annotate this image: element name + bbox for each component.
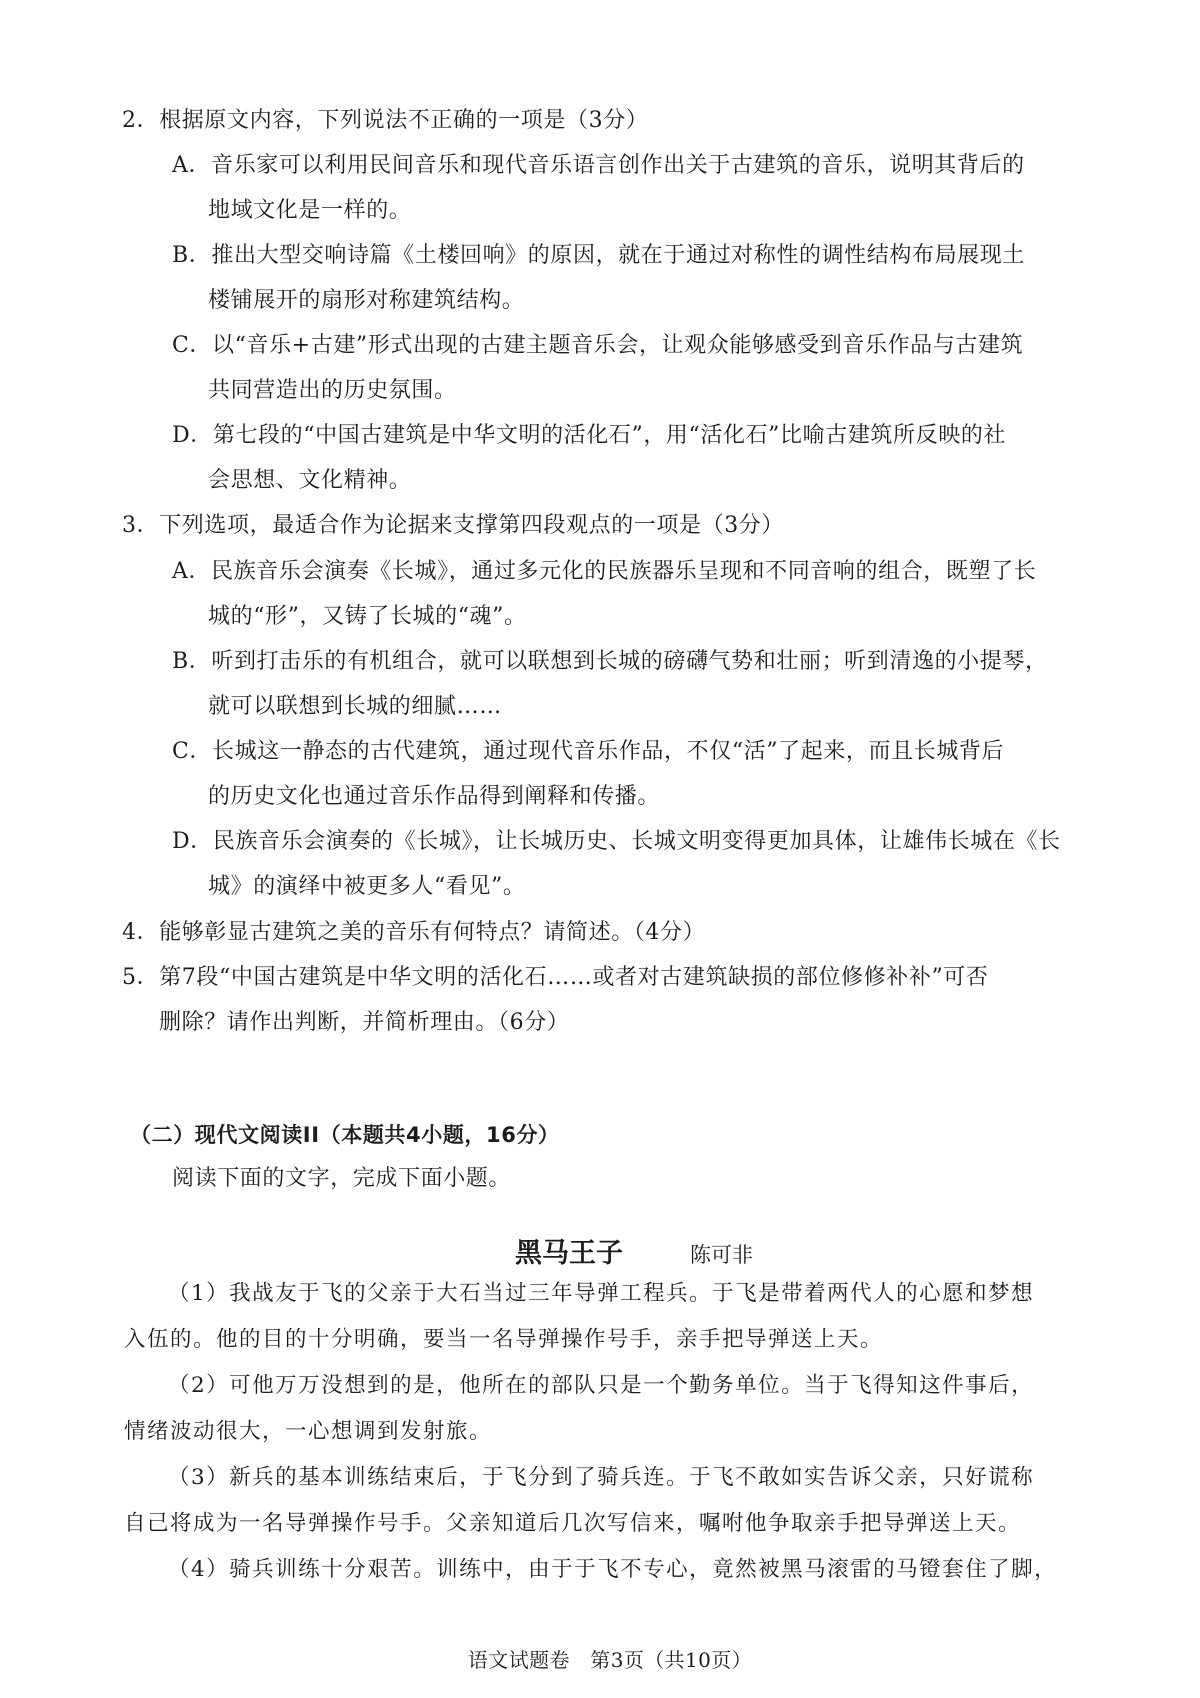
question-4-stem: 4．能够彰显古建筑之美的音乐有何特点？请简述。（4分） xyxy=(122,920,706,945)
question-3-stem: 3．下列选项，最适合作为论据来支撑第四段观点的一项是（3分） xyxy=(122,513,784,538)
question-3-option-b-cont: 就可以联想到长城的细腻…… xyxy=(208,694,502,719)
story-paragraph-1-cont: 入伍的。他的目的十分明确，要当一名导弹操作号手，亲手把导弹送上天。 xyxy=(124,1327,884,1352)
question-3-option-d-cont: 城》的演绎中被更多人“看见”。 xyxy=(208,874,526,899)
section-instruction: 阅读下面的文字，完成下面小题。 xyxy=(172,1166,512,1191)
story-paragraph-3-cont: 自己将成为一名导弹操作号手。父亲知道后几次写信来，嘱咐他争取亲手把导弹送上天。 xyxy=(124,1511,1022,1536)
question-3-option-a: A．民族音乐会演奏《长城》，通过多元化的民族器乐呈现和不同音响的组合，既塑了长 xyxy=(172,559,1037,584)
story-paragraph-1: （1）我战友于飞的父亲于大石当过三年导弹工程兵。于飞是带着两代人的心愿和梦想 xyxy=(168,1281,1035,1306)
question-2-stem: 2．根据原文内容，下列说法不正确的一项是（3分） xyxy=(122,108,649,133)
question-2-option-b-cont: 楼铺展开的扇形对称建筑结构。 xyxy=(208,288,525,313)
question-3-option-c-cont: 的历史文化也通过音乐作品得到阐释和传播。 xyxy=(208,784,661,809)
story-author: 陈可非 xyxy=(690,1243,753,1267)
question-2-option-a-cont: 地域文化是一样的。 xyxy=(208,198,412,223)
question-2-option-b: B．推出大型交响诗篇《土楼回响》的原因，就在于通过对称性的调性结构布局展现土 xyxy=(172,243,1025,268)
question-5-stem: 5．第7段“中国古建筑是中华文明的活化石……或者对古建筑缺损的部位修修补补”可否 xyxy=(122,965,989,990)
question-2-option-a: A．音乐家可以利用民间音乐和现代音乐语言创作出关于古建筑的音乐，说明其背后的 xyxy=(172,153,1025,178)
question-3-option-b: B．听到打击乐的有机组合，就可以联想到长城的磅礴气势和壮丽；听到清逸的小提琴， xyxy=(172,649,1048,674)
question-2-option-c: C．以“音乐+古建”形式出现的古建主题音乐会，让观众能够感受到音乐作品与古建筑 xyxy=(172,333,1024,358)
question-3-option-c: C．长城这一静态的古代建筑，通过现代音乐作品，不仅“活”了起来，而且长城背后 xyxy=(172,739,1005,764)
page-footer: 语文试题卷 第3页（共10页） xyxy=(467,1648,753,1672)
question-3-option-a-cont: 城的“形”，又铸了长城的“魂”。 xyxy=(208,604,527,629)
question-3-option-d: D．民族音乐会演奏的《长城》，让长城历史、长城文明变得更加具体，让雄伟长城在《长 xyxy=(172,829,1061,854)
section-heading: （二）现代文阅读II（本题共4小题，16分） xyxy=(130,1123,560,1147)
story-paragraph-2-cont: 情绪波动很大，一心想调到发射旅。 xyxy=(124,1419,493,1444)
question-2-option-d-cont: 会思想、文化精神。 xyxy=(208,468,412,493)
story-header xyxy=(0,1234,1200,1274)
story-title: 黑马王子 xyxy=(515,1238,623,1269)
question-2-option-d: D．第七段的“中国古建筑是中华文明的活化石”，用“活化石”比喻古建筑所反映的社 xyxy=(172,423,1007,448)
story-paragraph-2: （2）可他万万没想到的是，他所在的部队只是一个勤务单位。当于飞得知这件事后， xyxy=(168,1373,1035,1398)
question-5-stem-cont: 删除？请作出判断，并简析理由。（6分） xyxy=(159,1010,570,1035)
story-paragraph-3: （3）新兵的基本训练结束后，于飞分到了骑兵连。于飞不敢如实告诉父亲，只好谎称 xyxy=(168,1465,1035,1490)
story-paragraph-4: （4）骑兵训练十分艰苦。训练中，由于于飞不专心，竟然被黑马滚雷的马镫套住了脚， xyxy=(168,1557,1058,1582)
question-2-option-c-cont: 共同营造出的历史氛围。 xyxy=(208,378,457,403)
